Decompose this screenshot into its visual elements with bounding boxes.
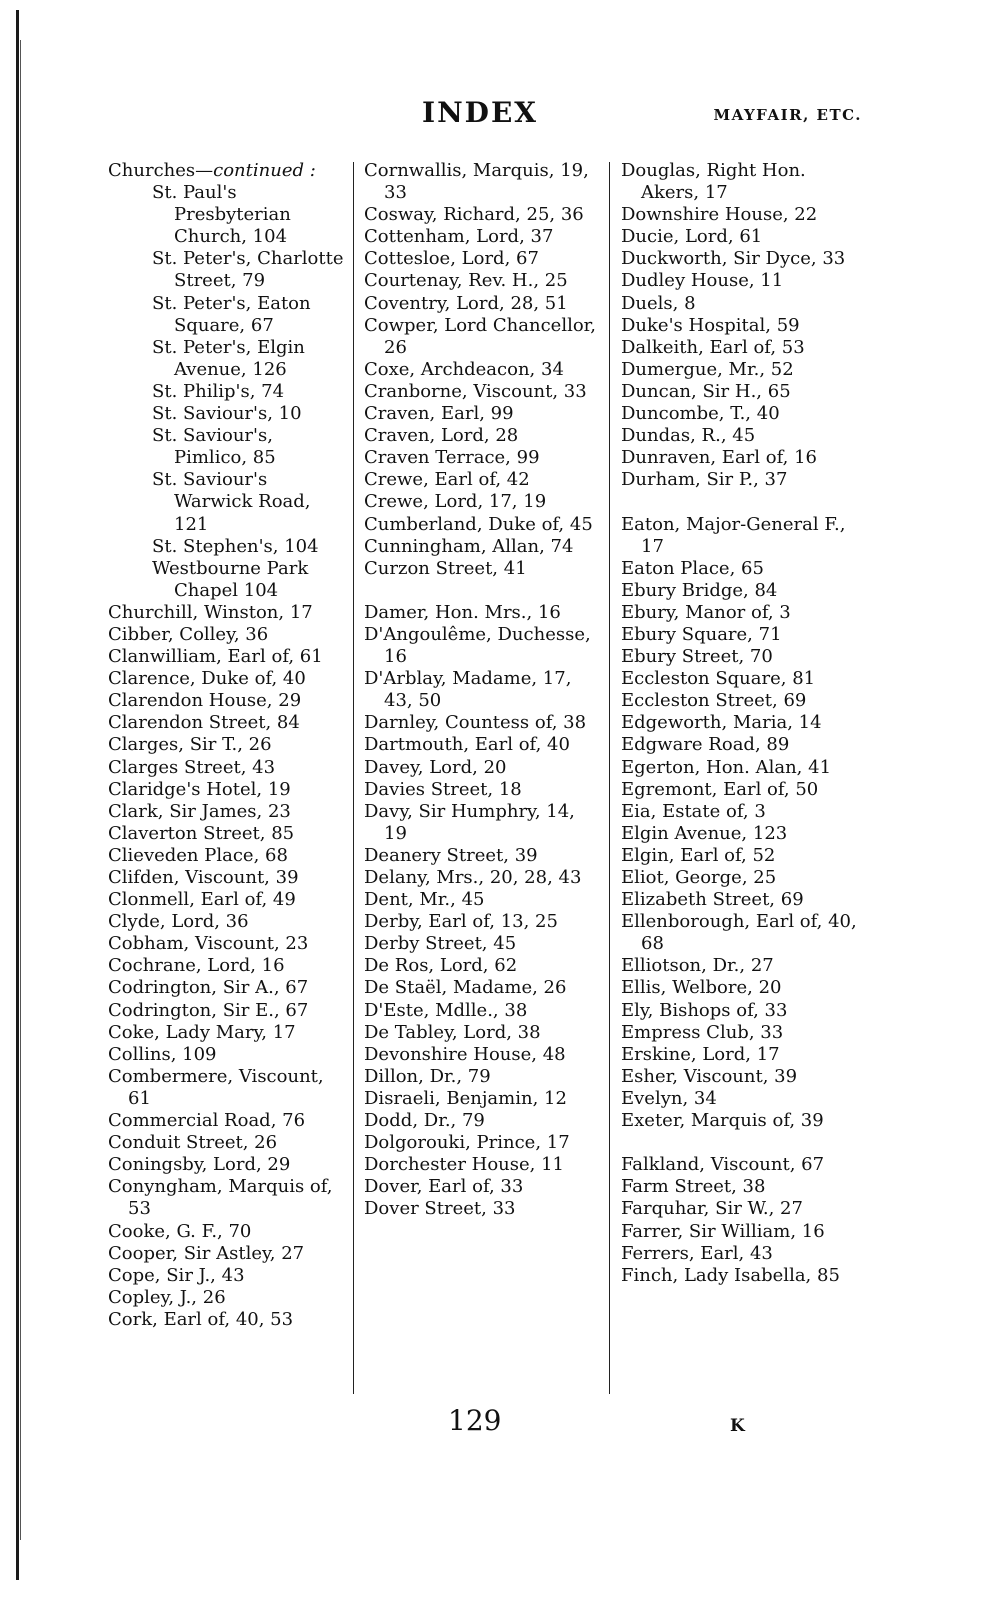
index-entry: Falkland, Viscount, 67 <box>621 1154 825 1176</box>
index-entry: Coxe, Archdeacon, 34 <box>364 358 564 380</box>
index-entry: Dumergue, Mr., 52 <box>621 358 794 380</box>
letter-gap <box>364 580 600 602</box>
index-entry: Empress Club, 33 <box>621 1021 784 1043</box>
index-entry: Craven Terrace, 99 <box>364 447 540 469</box>
index-entry: Darnley, Countess of, 38 <box>364 712 587 734</box>
index-entry: Eliot, George, 25 <box>621 867 777 888</box>
index-entry: Dundas, R., 45 <box>621 425 756 447</box>
index-entry: Curzon Street, 41 <box>364 557 527 579</box>
index-entry: Codrington, Sir A., 67 <box>108 977 309 999</box>
index-subentry: St. Saviour's Warwick Road, 121 <box>152 469 311 535</box>
index-entry: Devonshire House, 48 <box>364 1043 566 1065</box>
index-entry: Craven, Lord, 28 <box>364 425 519 447</box>
index-entry: Esher, Viscount, 39 <box>621 1065 798 1087</box>
index-entry: Ellis, Welbore, 20 <box>621 977 782 999</box>
index-entry: Cobham, Viscount, 23 <box>108 933 309 955</box>
index-entry: Eccleston Street, 69 <box>621 690 807 712</box>
index-entry: Elizabeth Street, 69 <box>621 889 804 911</box>
index-entry: Clonmell, Earl of, 49 <box>108 889 296 911</box>
index-entry: Clarendon House, 29 <box>108 690 302 712</box>
index-entry: Cornwallis, Marquis, 19, 33 <box>364 160 589 204</box>
index-entry: Coventry, Lord, 28, 51 <box>364 292 568 314</box>
index-entry: Eaton, Major-General F., 17 <box>621 513 846 557</box>
index-entry: Farrer, Sir William, 16 <box>621 1220 825 1242</box>
signature-mark: K <box>730 1416 745 1436</box>
index-entry: Clyde, Lord, 36 <box>108 911 249 933</box>
index-entry: Elgin Avenue, 123 <box>621 822 788 844</box>
index-entry: Duncombe, T., 40 <box>621 403 780 425</box>
index-entry: Davey, Lord, 20 <box>364 756 507 778</box>
index-entry: Deanery Street, 39 <box>364 844 538 866</box>
index-entry: Farquhar, Sir W., 27 <box>621 1198 803 1220</box>
index-entry: Ducie, Lord, 61 <box>621 226 763 248</box>
index-entry: Clarges Street, 43 <box>108 756 276 778</box>
binding-edge-rule <box>16 10 19 1580</box>
index-entry: De Ros, Lord, 62 <box>364 955 518 977</box>
index-entry: Eaton Place, 65 <box>621 557 764 579</box>
index-entry: Dunraven, Earl of, 16 <box>621 447 817 469</box>
index-entry: Durham, Sir P., 37 <box>621 469 788 491</box>
index-entry: Cottesloe, Lord, 67 <box>364 248 539 270</box>
index-entry: Claverton Street, 85 <box>108 822 295 844</box>
index-entry: Churchill, Winston, 17 <box>108 601 313 623</box>
index-entry: Copley, J., 26 <box>108 1286 226 1308</box>
index-entry-heading <box>108 160 346 182</box>
index-entry: Clarence, Duke of, 40 <box>108 668 306 690</box>
index-entry: Dillon, Dr., 79 <box>364 1065 491 1087</box>
index-entry: Ebury, Manor of, 3 <box>621 601 791 623</box>
index-column-3 <box>621 160 861 1287</box>
index-entry: De Staël, Madame, 26 <box>364 977 567 999</box>
index-entry: Conyngham, Marquis of, 53 <box>108 1176 333 1220</box>
index-entry: Cosway, Richard, 25, 36 <box>364 204 584 226</box>
page-number: 129 <box>448 1404 502 1437</box>
index-entry: Coke, Lady Mary, 17 <box>108 1021 296 1043</box>
index-entry: Crewe, Lord, 17, 19 <box>364 491 547 513</box>
index-entry: Edgeworth, Maria, 14 <box>621 712 822 734</box>
index-entry: Codrington, Sir E., 67 <box>108 999 309 1021</box>
running-head-section: MAYFAIR, ETC. <box>713 106 862 124</box>
page-title: INDEX <box>421 96 539 129</box>
index-entry: Douglas, Right Hon. Akers, 17 <box>621 160 806 204</box>
index-entry: Davies Street, 18 <box>364 778 522 800</box>
index-subentry: St. Philip's, 74 <box>152 380 285 402</box>
index-entry: Ebury Bridge, 84 <box>621 579 778 601</box>
heading-main: Churches— <box>108 160 214 181</box>
index-entry: Duckworth, Sir Dyce, 33 <box>621 248 846 270</box>
index-entry: D'Este, Mdlle., 38 <box>364 999 528 1021</box>
index-entry: Damer, Hon. Mrs., 16 <box>364 601 561 623</box>
heading-continued: continued : <box>213 160 316 181</box>
index-entry: Cottenham, Lord, 37 <box>364 226 554 248</box>
index-entry: Cochrane, Lord, 16 <box>108 955 285 977</box>
index-entry: D'Angoulême, Duchesse, 16 <box>364 623 591 668</box>
index-entry: Evelyn, 34 <box>621 1087 717 1109</box>
index-entry: Ferrers, Earl, 43 <box>621 1242 773 1264</box>
index-entry: Downshire House, 22 <box>621 204 818 226</box>
index-entry: Ellenborough, Earl of, 40, 68 <box>621 911 857 955</box>
index-entry: Cork, Earl of, 40, 53 <box>108 1308 294 1330</box>
index-entry: Davy, Sir Humphry, 14, 19 <box>364 800 575 844</box>
index-entry: Derby, Earl of, 13, 25 <box>364 911 558 933</box>
index-column-2 <box>364 160 600 1221</box>
index-entry: Clarges, Sir T., 26 <box>108 734 272 756</box>
letter-gap <box>621 1132 861 1154</box>
index-entry: Cooper, Sir Astley, 27 <box>108 1242 305 1264</box>
index-entry: Elliotson, Dr., 27 <box>621 955 774 977</box>
index-entry: Clieveden Place, 68 <box>108 844 288 866</box>
index-entry: Derby Street, 45 <box>364 933 517 955</box>
index-entry: Commercial Road, 76 <box>108 1110 306 1132</box>
index-subentry: St. Stephen's, 104 <box>152 535 319 557</box>
index-entry: Cumberland, Duke of, 45 <box>364 513 593 535</box>
index-subentry: St. Paul's Presbyterian Church, 104 <box>152 182 291 248</box>
column-divider-2 <box>609 162 610 1394</box>
letter-gap <box>621 491 861 513</box>
index-subentry: Westbourne Park Chapel 104 <box>152 557 309 601</box>
index-entry: Cooke, G. F., 70 <box>108 1220 252 1242</box>
index-entry: Delany, Mrs., 20, 28, 43 <box>364 867 582 888</box>
index-column-1 <box>108 160 346 1331</box>
index-entry: Craven, Earl, 99 <box>364 403 514 425</box>
index-entry: Dorchester House, 11 <box>364 1154 565 1176</box>
index-subentry: St. Peter's, Eaton Square, 67 <box>152 292 311 336</box>
index-entry: Dover, Earl of, 33 <box>364 1176 524 1198</box>
index-entry: Clifden, Viscount, 39 <box>108 867 299 888</box>
index-entry: Ebury Street, 70 <box>621 646 773 668</box>
index-entry: Erskine, Lord, 17 <box>621 1043 780 1065</box>
index-entry: Dover Street, 33 <box>364 1198 516 1220</box>
index-entry: Exeter, Marquis of, 39 <box>621 1110 824 1132</box>
index-entry: Eccleston Square, 81 <box>621 668 816 690</box>
index-entry: Dalkeith, Earl of, 53 <box>621 336 805 358</box>
index-entry: Elgin, Earl of, 52 <box>621 844 776 866</box>
index-entry: Cibber, Colley, 36 <box>108 623 269 645</box>
index-entry: Claridge's Hotel, 19 <box>108 778 291 800</box>
index-entry: Cowper, Lord Chancellor, 26 <box>364 314 597 358</box>
index-entry: Ely, Bishops of, 33 <box>621 999 788 1021</box>
column-divider-1 <box>353 162 354 1394</box>
index-entry: Dodd, Dr., 79 <box>364 1110 485 1132</box>
index-entry: Dartmouth, Earl of, 40 <box>364 734 570 756</box>
index-entry: Dudley House, 11 <box>621 270 784 292</box>
binding-edge-shadow <box>20 40 21 1540</box>
index-entry: Cranborne, Viscount, 33 <box>364 380 587 402</box>
index-entry: D'Arblay, Madame, 17, 43, 50 <box>364 668 572 712</box>
index-subentry: St. Saviour's, 10 <box>152 403 302 425</box>
index-entry: Dent, Mr., 45 <box>364 889 485 911</box>
index-entry: Farm Street, 38 <box>621 1176 766 1198</box>
index-entry: Clark, Sir James, 23 <box>108 800 291 822</box>
index-entry: Courtenay, Rev. H., 25 <box>364 270 568 292</box>
index-entry: Ebury Square, 71 <box>621 623 782 645</box>
index-entry: Finch, Lady Isabella, 85 <box>621 1264 840 1286</box>
index-entry: Dolgorouki, Prince, 17 <box>364 1132 570 1154</box>
index-entry: Conduit Street, 26 <box>108 1132 278 1154</box>
index-entry: Combermere, Viscount, 61 <box>108 1065 324 1109</box>
index-entry: Duke's Hospital, 59 <box>621 314 800 336</box>
index-entry: Collins, 109 <box>108 1043 217 1065</box>
index-entry: Cope, Sir J., 43 <box>108 1264 245 1286</box>
index-entry: Egerton, Hon. Alan, 41 <box>621 756 832 778</box>
index-subentry: St. Saviour's, Pimlico, 85 <box>152 425 276 469</box>
index-entry: Disraeli, Benjamin, 12 <box>364 1087 567 1109</box>
index-entry: Clarendon Street, 84 <box>108 712 300 734</box>
index-entry: Edgware Road, 89 <box>621 734 790 756</box>
index-entry: De Tabley, Lord, 38 <box>364 1021 541 1043</box>
index-entry: Egremont, Earl of, 50 <box>621 778 819 800</box>
index-entry: Duels, 8 <box>621 292 696 314</box>
index-entry: Coningsby, Lord, 29 <box>108 1154 291 1176</box>
index-entry: Crewe, Earl of, 42 <box>364 469 530 491</box>
index-subentry: St. Peter's, Charlotte Street, 79 <box>152 248 344 292</box>
index-entry: Duncan, Sir H., 65 <box>621 380 791 402</box>
index-subentry: St. Peter's, Elgin Avenue, 126 <box>152 336 305 380</box>
index-entry: Cunningham, Allan, 74 <box>364 535 574 557</box>
index-entry: Eia, Estate of, 3 <box>621 800 766 822</box>
index-entry: Clanwilliam, Earl of, 61 <box>108 646 323 668</box>
